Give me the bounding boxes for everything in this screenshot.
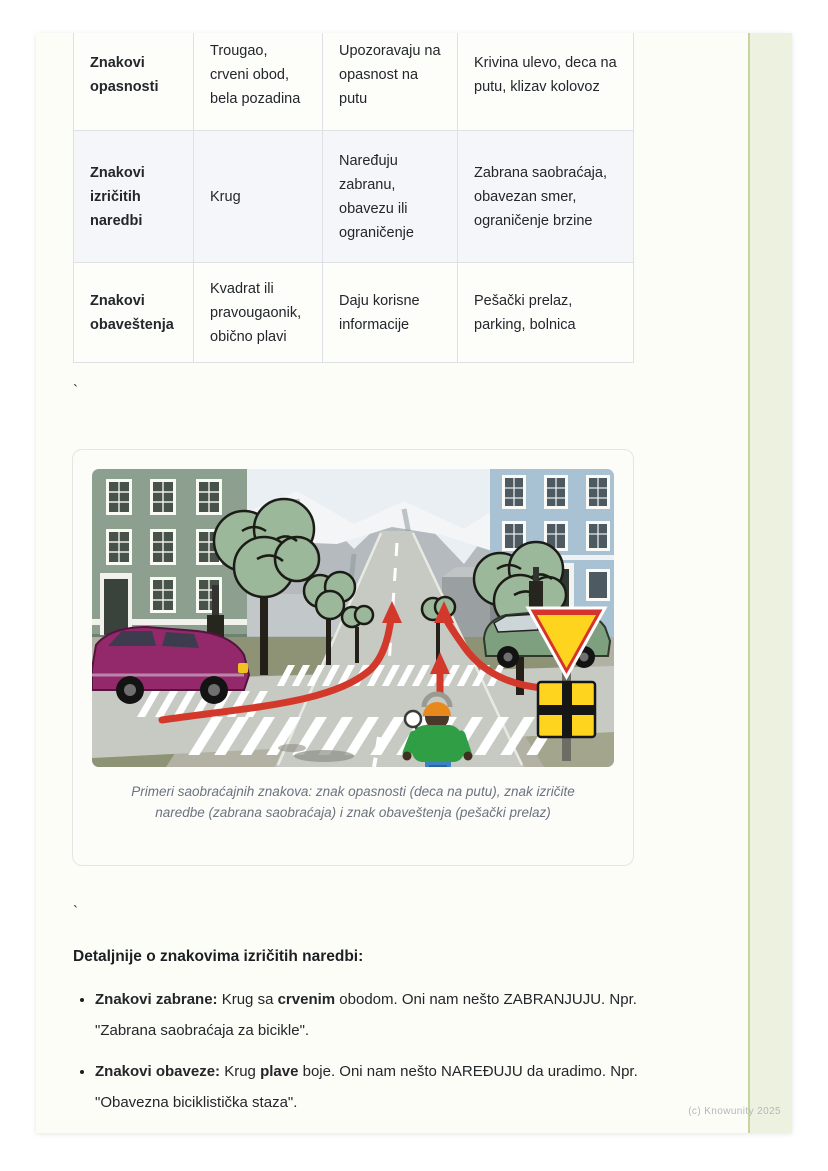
cell-sign-name: Znakovi izričitih naredbi (74, 131, 194, 263)
traffic-intersection-illustration (92, 469, 614, 767)
cell-sign-examples: Pešački prelaz, parking, bolnica (458, 263, 634, 363)
cell-sign-name: Znakovi opasnosti (74, 33, 194, 131)
figure-caption: Primeri saobraćajnih znakova: znak opasnosti (deca na putu), znak izričite naredbe (zabrana saobraćaja) i znak obaveštenja (pešački prelaz) (131, 784, 575, 820)
bullet-text: Krug sa (217, 991, 278, 1008)
list-item (95, 984, 698, 1046)
cell-sign-shape: Kvadrat ili pravougaonik, obično plavi (194, 263, 323, 363)
bullet-text: Krug (220, 1063, 261, 1080)
bullet-label: Znakovi zabrane: (95, 991, 218, 1008)
cell-sign-purpose: Daju korisne informacije (323, 263, 458, 363)
table-row (74, 131, 634, 263)
bullet-text: boje. Oni nam nešto NAREĐUJU da uradimo. Npr. "Obavezna biciklistička staza". (95, 1063, 638, 1111)
cell-sign-examples: Zabrana saobraćaja, obavezan smer, ograničenje brzine (458, 131, 634, 263)
stray-backtick: ` (73, 382, 78, 399)
cell-sign-purpose: Naređuju zabranu, obavezu ili ograničenje (323, 131, 458, 263)
table-row (74, 33, 634, 131)
table-row (74, 263, 634, 363)
section-heading: Detaljnije o znakovima izričitih naredbi: (73, 948, 364, 965)
copyright-watermark: (c) Knowunity 2025 (688, 1106, 781, 1117)
bullet-text: obodom. Oni nam nešto ZABRANJUJU. Npr. "Zabrana saobraćaja za bicikle". (95, 991, 637, 1039)
bullet-bold-word: plave (260, 1063, 299, 1080)
stray-backtick: ` (73, 903, 78, 920)
cell-sign-name: Znakovi obaveštenja (74, 263, 194, 363)
priority-road-sign-icon (538, 682, 595, 737)
traffic-sign-table (73, 33, 634, 363)
cell-sign-examples: Krivina ulevo, deca na putu, klizav kolovoz (458, 33, 634, 131)
figure-card (72, 449, 634, 866)
cell-sign-purpose: Upozoravaju na opasnost na putu (323, 33, 458, 131)
bullet-label: Znakovi obaveze: (95, 1063, 221, 1080)
list-item (95, 1056, 698, 1118)
rules-list (73, 984, 698, 1118)
cell-sign-shape: Trougao, crveni obod, bela pozadina (194, 33, 323, 131)
cell-sign-shape: Krug (194, 131, 323, 263)
page-content (36, 33, 792, 1118)
bullet-bold-word: crvenim (277, 991, 336, 1008)
document-page (36, 33, 792, 1133)
